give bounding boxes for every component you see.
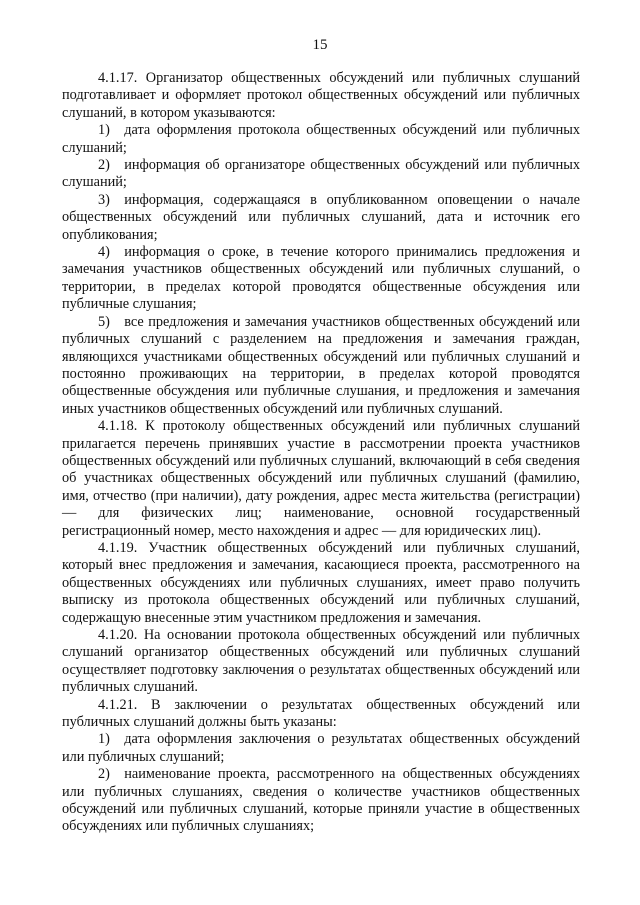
list-item-3: 3) информация, содержащаяся в опубликованном оповещении о начале общественных обсуждений или публичных слушаний, дата и источник его опубликования; [62,191,580,243]
paragraph-4-1-21: 4.1.21. В заключении о результатах общественных обсуждений или публичных слушаний должны быть указаны: [62,696,580,731]
list-item-5: 5) все предложения и замечания участников общественных обсуждений или публичных слушаний с разделением на предложения и замечания граждан, являющихся участниками общественных обсуждений или публичных слушаний и постоянно проживающих на территории, в пределах которой проводятся общественные обсуждения или публичные слушания, и предложения и замечания иных участников общественных обсуждений или публичных слушаний. [62,313,580,417]
paragraph-4-1-19: 4.1.19. Участник общественных обсуждений или публичных слушаний, который внес предложения и замечания, касающиеся проекта, рассмотренного на общественных обсуждениях или публичных слушаниях, имеет право получить выписку из протокола общественных обсуждений или публичных слушаний, содержащую внесенные этим участником предложения и замечания. [62,539,580,626]
list-item-2b: 2) наименование проекта, рассмотренного на общественных обсуждениях или публичных слушаниях, сведения о количестве участников общественных обсуждений или публичных слушаний, которые приняли участие в общественных обсуждениях или публичных слушаниях; [62,766,580,835]
paragraph-4-1-18: 4.1.18. К протоколу общественных обсуждений или публичных слушаний прилагается перечень принявших участие в рассмотрении проекта участников общественных обсуждений или публичных слушаний, включающий в себя сведения об участниках общественных обсуждений или публичных слушаний (фамилию, имя, отчество (при наличии), дату рождения, адрес места жительства (регистрации) — для физических лиц; наименование, основной государственный регистрационный номер, место нахождения и адрес — для юридических лиц). [62,418,580,539]
page-number: 15 [312,37,328,53]
paragraph-4-1-17: 4.1.17. Организатор общественных обсуждений или публичных слушаний подготавливает и оформляет протокол общественных обсуждений или публичных слушаний, в котором указываются: [62,70,580,121]
list-item-2: 2) информация об организаторе общественных обсуждений или публичных слушаний; [62,157,580,191]
paragraph-4-1-20: 4.1.20. На основании протокола общественных обсуждений или публичных слушаний организатор общественных обсуждений или публичных слушаний осуществляет подготовку заключения о результатах общественных обсуждений или публичных слушаний. [62,627,580,696]
document-body [62,70,580,836]
list-item-1b: 1) дата оформления заключения о результатах общественных обсуждений или публичных слушаний; [62,731,580,765]
list-item-1: 1) дата оформления протокола общественных обсуждений или публичных слушаний; [62,122,580,156]
list-item-4: 4) информация о сроке, в течение которого принимались предложения и замечания участников общественных обсуждений или публичных слушаний, о территории, в пределах которой проводятся общественные обсуждения или публичные слушания; [62,244,580,313]
